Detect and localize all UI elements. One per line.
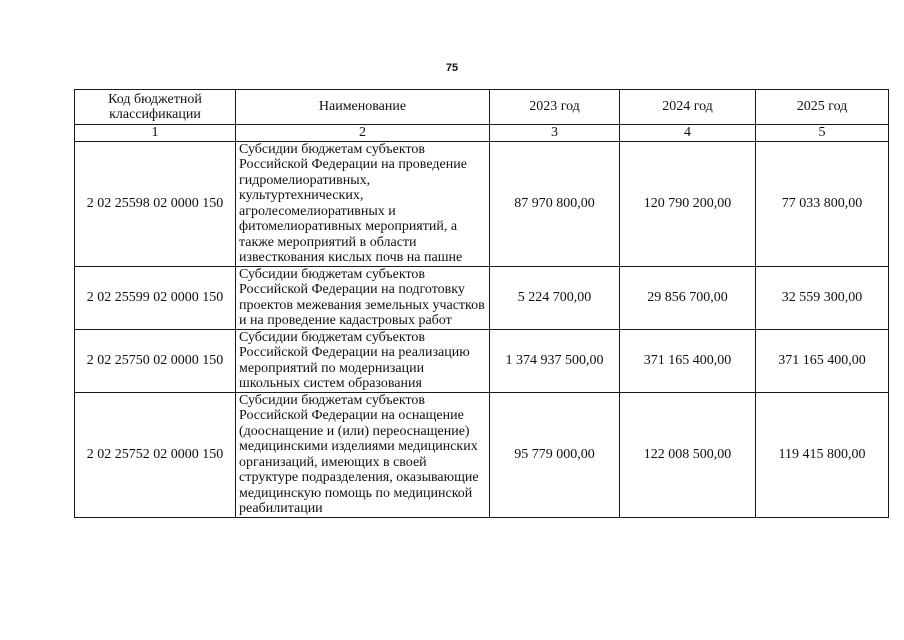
subsidy-name-cell: Субсидии бюджетам субъектов Российской Федерации на реализацию мероприятий по модернизации школьных систем образования [236,329,490,392]
column-number: 4 [620,125,756,142]
amount-2024-cell: 122 008 500,00 [620,392,756,517]
amount-2024-cell: 120 790 200,00 [620,141,756,266]
amount-2023-cell: 1 374 937 500,00 [490,329,620,392]
column-number: 2 [236,125,490,142]
header-row [75,90,889,125]
header-2023: 2023 год [490,90,620,125]
table-row [75,266,889,329]
table-row [75,141,889,266]
subsidy-name-cell: Субсидии бюджетам субъектов Российской Федерации на оснащение (дооснащение и (или) переоснащение) медицинскими изделиями медицинских организаций, имеющих в своей структуре подразделения, оказывающие медицинскую помощь по медицинской реабилитации [236,392,490,517]
column-number: 5 [756,125,889,142]
amount-2025-cell: 77 033 800,00 [756,141,889,266]
budget-code-cell: 2 02 25599 02 0000 150 [75,266,236,329]
amount-2024-cell: 29 856 700,00 [620,266,756,329]
header-2024: 2024 год [620,90,756,125]
column-number: 3 [490,125,620,142]
table-row [75,329,889,392]
amount-2024-cell: 371 165 400,00 [620,329,756,392]
subsidy-name-cell: Субсидии бюджетам субъектов Российской Федерации на подготовку проектов межевания земельных участков и на проведение кадастровых работ [236,266,490,329]
page-number: 75 [445,62,459,74]
budget-code-cell: 2 02 25598 02 0000 150 [75,141,236,266]
table-row [75,392,889,517]
amount-2023-cell: 87 970 800,00 [490,141,620,266]
header-2025: 2025 год [756,90,889,125]
column-number: 1 [75,125,236,142]
budget-code-cell: 2 02 25750 02 0000 150 [75,329,236,392]
amount-2025-cell: 32 559 300,00 [756,266,889,329]
amount-2023-cell: 95 779 000,00 [490,392,620,517]
amount-2023-cell: 5 224 700,00 [490,266,620,329]
subsidy-name-cell: Субсидии бюджетам субъектов Российской Федерации на проведение гидромелиоративных, культуртехнических, агролесомелиоративных и фитомелиоративных мероприятий, а также мероприятий в области известкования кислых почв на пашне [236,141,490,266]
header-name: Наименование [236,90,490,125]
budget-table [74,89,889,518]
budget-code-cell: 2 02 25752 02 0000 150 [75,392,236,517]
column-number-row [75,125,889,142]
amount-2025-cell: 119 415 800,00 [756,392,889,517]
header-code: Код бюджетной классификации [75,90,236,125]
amount-2025-cell: 371 165 400,00 [756,329,889,392]
